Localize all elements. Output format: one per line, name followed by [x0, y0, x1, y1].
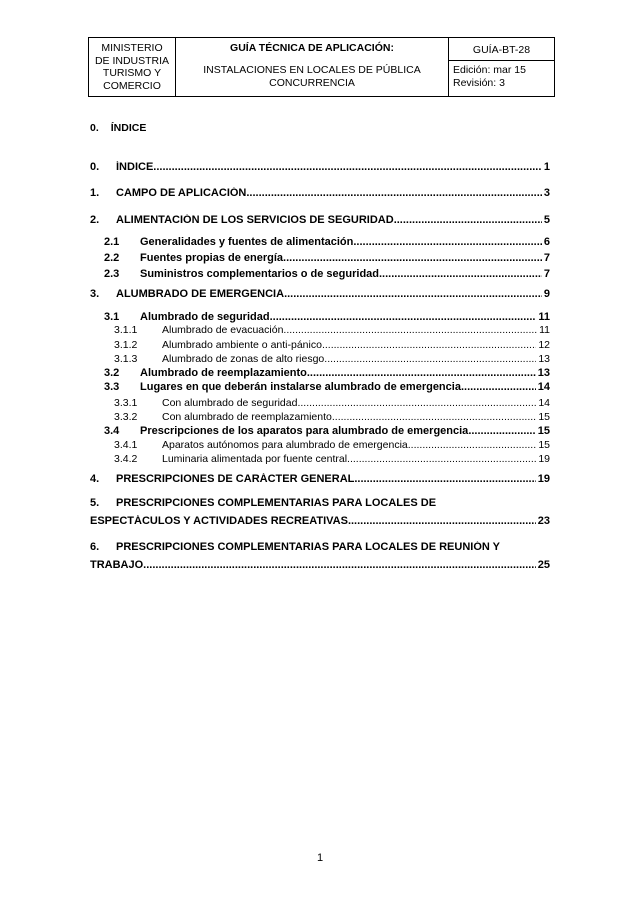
toc-entry[interactable]	[114, 353, 550, 365]
toc-entry-number: 1.	[90, 187, 100, 199]
toc-entry[interactable]	[90, 541, 550, 553]
section-heading	[90, 122, 146, 134]
toc-dot-leader	[284, 288, 542, 300]
toc-entry-label: ALIMENTACIÓN DE LOS SERVICIOS DE SEGURIDAD	[116, 214, 394, 226]
toc-entry-page: 25	[537, 559, 550, 571]
toc-entry-number: 3.	[90, 288, 100, 300]
toc-entry[interactable]	[114, 411, 550, 423]
toc-entry-page: 23	[537, 515, 550, 527]
edition: Edición: mar 15	[453, 64, 526, 76]
toc-entry-label: PRESCRIPCIONES DE CARÁCTER GENERAL	[116, 473, 355, 485]
toc-entry-number: 3.4.2	[114, 453, 138, 465]
toc-dot-leader	[408, 439, 537, 451]
toc-entry[interactable]	[104, 367, 550, 379]
guide-meta-cell	[449, 38, 555, 97]
toc-entry-label: ESPECTÁCULOS Y ACTIVIDADES RECREATIVAS	[90, 515, 348, 527]
toc-entry-page: 13	[538, 353, 550, 365]
toc-entry-label: Con alumbrado de reemplazamiento	[162, 411, 332, 423]
toc-entry-number: 3.1.2	[114, 339, 138, 351]
toc-entry[interactable]	[104, 268, 550, 280]
toc-entry[interactable]	[114, 453, 550, 465]
toc-entry-label: Alumbrado de reemplazamiento	[140, 367, 307, 379]
toc-entry-label: Con alumbrado de seguridad	[162, 397, 298, 409]
toc-entry-number: 3.2	[104, 367, 120, 379]
section-title: ÍNDICE	[110, 122, 147, 134]
toc-entry-page: 12	[538, 339, 550, 351]
ministry-cell	[89, 38, 176, 97]
toc-entry-label: PRESCRIPCIONES COMPLEMENTARIAS PARA LOCALES DE REUNIÓN Y	[116, 541, 501, 553]
toc-entry[interactable]	[114, 339, 550, 351]
toc-entry-label: Suministros complementarios o de seguridad	[140, 268, 379, 280]
toc-entry-page: 13	[537, 367, 550, 379]
toc-entry[interactable]	[114, 397, 550, 409]
toc-dot-leader	[353, 236, 542, 248]
toc-dot-leader	[297, 397, 536, 409]
toc-entry[interactable]	[90, 497, 550, 509]
toc-entry[interactable]	[104, 236, 550, 248]
toc-entry[interactable]	[114, 439, 550, 451]
toc-entry[interactable]	[104, 381, 550, 393]
toc-dot-leader	[461, 381, 536, 393]
section-number: 0.	[90, 122, 99, 134]
guide-code: GUÍA-BT-28	[449, 38, 554, 61]
toc-entry-page: 3	[543, 187, 550, 199]
toc-entry[interactable]	[90, 288, 550, 300]
toc-entry-label: Lugares en que deberán instalarse alumbrado de emergencia	[140, 381, 461, 393]
toc-dot-leader	[332, 411, 536, 423]
toc-entry-number: 2.2	[104, 252, 120, 264]
toc-entry-number: 0.	[90, 161, 100, 173]
toc-entry-page: 1	[543, 161, 550, 173]
toc-entry-number: 3.3	[104, 381, 120, 393]
toc-entry-label: Prescripciones de los aparatos para alumbrado de emergencia	[140, 425, 469, 437]
toc-entry[interactable]	[90, 559, 550, 571]
toc-dot-leader	[283, 252, 542, 264]
toc-entry-label: ALUMBRADO DE EMERGENCIA	[116, 288, 285, 300]
toc-entry-page: 6	[543, 236, 550, 248]
toc-entry-label: Alumbrado ambiente o anti-pánico	[162, 339, 322, 351]
page-number: 1	[316, 852, 324, 864]
toc-entry-page: 19	[538, 453, 550, 465]
toc-entry-number: 3.3.2	[114, 411, 138, 423]
toc-entry[interactable]	[104, 311, 550, 323]
toc-entry-page: 15	[538, 439, 550, 451]
toc-entry-page: 11	[539, 324, 550, 336]
toc-dot-leader	[307, 367, 536, 379]
toc-dot-leader	[348, 515, 536, 527]
toc-entry-page: 19	[537, 473, 550, 485]
toc-entry-label: Alumbrado de zonas de alto riesgo	[162, 353, 325, 365]
toc-dot-leader	[468, 425, 535, 437]
toc-dot-leader	[394, 214, 542, 226]
guide-title-cell	[176, 38, 449, 97]
toc-entry-label: ÍNDICE	[116, 161, 154, 173]
toc-entry-number: 2.3	[104, 268, 120, 280]
toc-dot-leader	[270, 311, 537, 323]
toc-dot-leader	[354, 473, 535, 485]
toc-entry-number: 3.4	[104, 425, 120, 437]
toc-entry-label: CAMPO DE APLICACIÓN	[116, 187, 247, 199]
toc-entry-number: 2.	[90, 214, 100, 226]
toc-entry[interactable]	[114, 324, 550, 336]
toc-entry-page: 14	[537, 381, 550, 393]
toc-entry-page: 5	[543, 214, 550, 226]
revision: Revisión: 3	[453, 77, 505, 89]
ministry-line: DE INDUSTRIA	[94, 54, 170, 67]
toc-entry-page: 15	[538, 411, 550, 423]
toc-entry[interactable]	[90, 515, 550, 527]
ministry-line: TURISMO Y	[102, 67, 162, 79]
toc-entry-number: 3.1.3	[114, 353, 138, 365]
toc-dot-leader	[246, 187, 542, 199]
toc-entry-label: Aparatos autónomos para alumbrado de emergencia	[162, 439, 408, 451]
toc-entry-number: 4.	[90, 473, 100, 485]
toc-entry-page: 7	[543, 268, 550, 280]
toc-entry[interactable]	[104, 425, 550, 437]
toc-entry-page: 9	[543, 288, 550, 300]
toc-dot-leader	[379, 268, 542, 280]
toc-dot-leader	[143, 559, 536, 571]
toc-entry-number: 3.4.1	[114, 439, 138, 451]
toc-entry[interactable]	[90, 187, 550, 199]
ministry-line: MINISTERIO	[101, 42, 163, 54]
toc-entry-label: Luminaria alimentada por fuente central	[162, 453, 348, 465]
toc-dot-leader	[324, 353, 536, 365]
toc-dot-leader	[322, 339, 536, 351]
toc-entry-label: Alumbrado de seguridad	[140, 311, 270, 323]
toc-entry-page: 14	[538, 397, 550, 409]
toc-entry-number: 3.1	[104, 311, 120, 323]
toc-entry[interactable]	[90, 473, 550, 485]
toc-entry[interactable]	[104, 252, 550, 264]
toc-entry-number: 3.3.1	[114, 397, 138, 409]
toc-entry-number: 2.1	[104, 236, 120, 248]
toc-entry-page: 15	[537, 425, 550, 437]
toc-entry-label: Generalidades y fuentes de alimentación	[140, 236, 354, 248]
toc-dot-leader	[347, 453, 536, 465]
toc-entry[interactable]	[90, 161, 550, 173]
toc-entry-number: 3.1.1	[114, 324, 138, 336]
toc-dot-leader	[283, 324, 537, 336]
toc-entry-label: Alumbrado de evacuación	[162, 324, 284, 336]
toc-entry-page: 7	[543, 252, 550, 264]
toc-entry-page: 11	[538, 311, 550, 323]
toc-entry-label: Fuentes propias de energía	[140, 252, 284, 264]
guide-subject: INSTALACIONES EN LOCALES DE PÚBLICA CONCURRENCIA	[203, 64, 421, 89]
toc-dot-leader	[153, 161, 542, 173]
toc-entry-number: 6.	[90, 541, 100, 553]
guide-title: GUÍA TÉCNICA DE APLICACIÓN:	[230, 42, 394, 54]
toc-entry[interactable]	[90, 214, 550, 226]
toc-entry-label: TRABAJO	[90, 559, 144, 571]
document-header	[88, 37, 555, 97]
toc-entry-label: PRESCRIPCIONES COMPLEMENTARIAS PARA LOCALES DE	[116, 497, 437, 509]
toc-entry-number: 5.	[90, 497, 100, 509]
ministry-line: COMERCIO	[103, 79, 161, 92]
